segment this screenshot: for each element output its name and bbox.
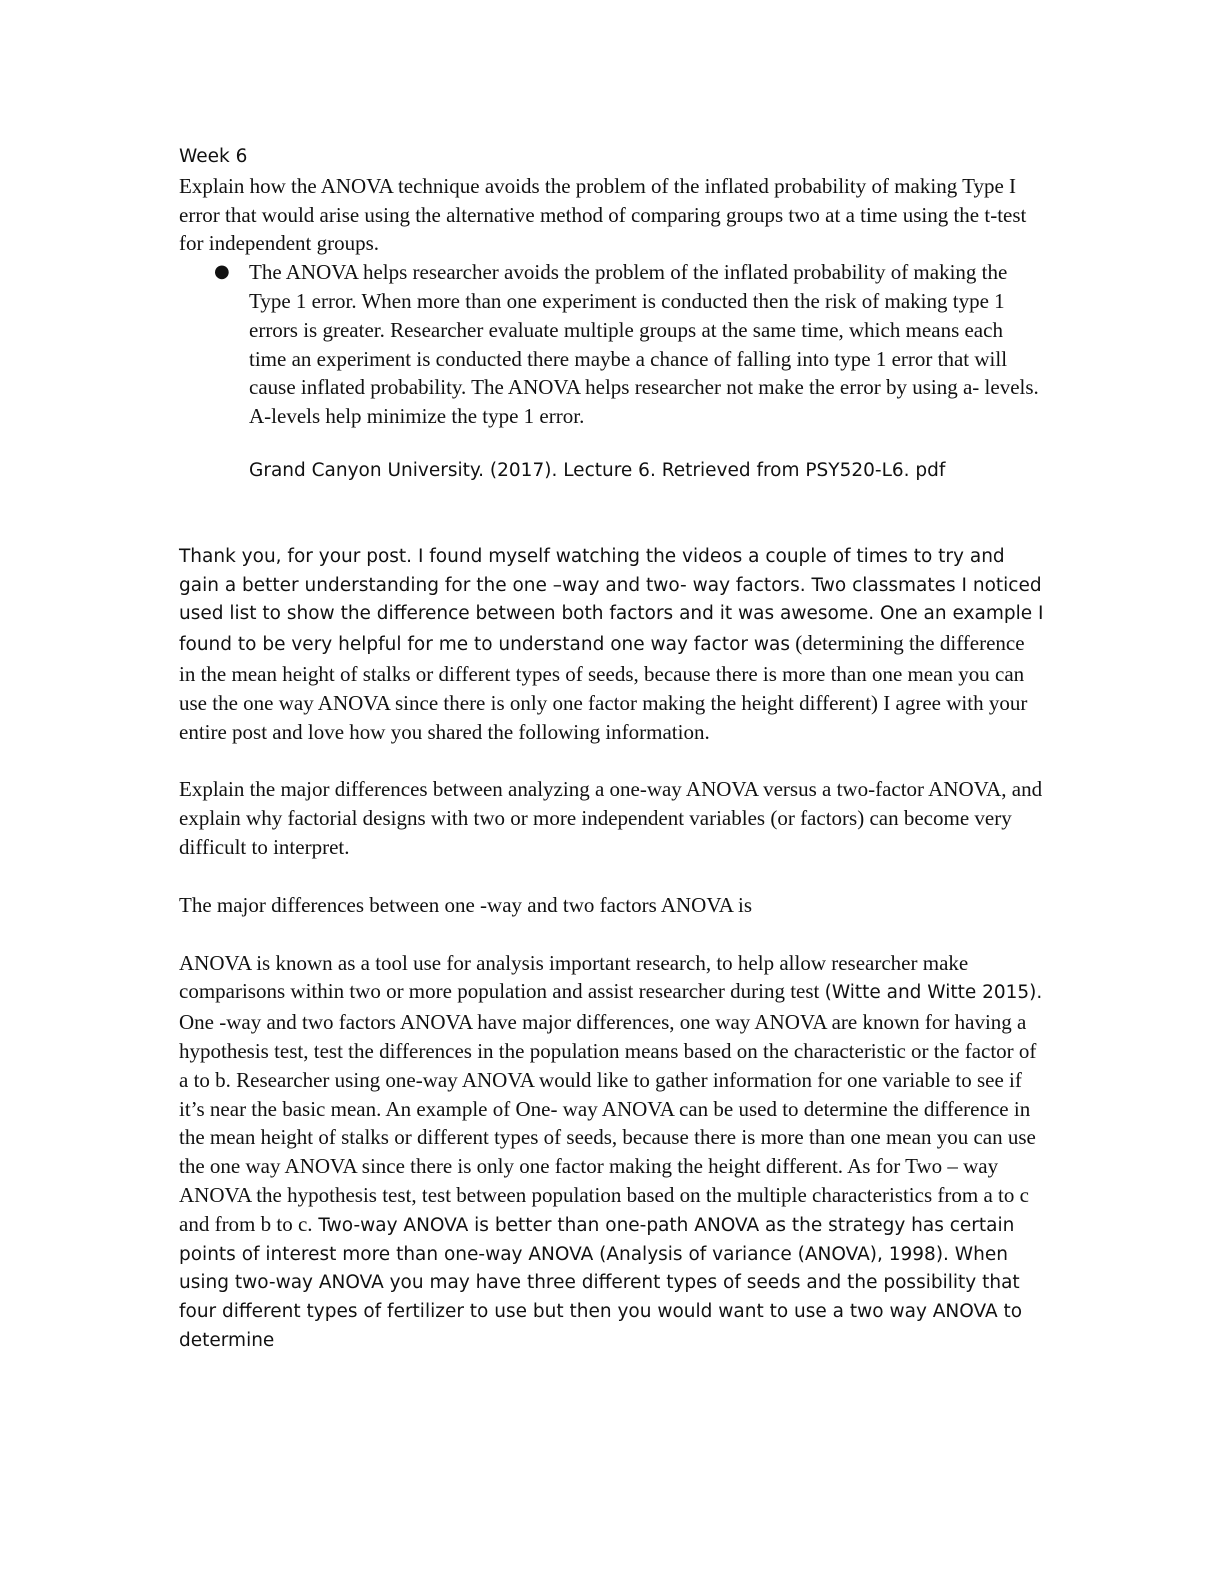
week-heading: Week 6 [179, 146, 248, 167]
reply-text-part2: (determining the difference in the mean height of stalks or different types of seeds, because there is more than one mean you can use the one way ANOVA since there is only one factor making the height different) I agree with your entire post and love how you shared the following information. [179, 631, 1028, 744]
document-body [179, 143, 1045, 1356]
question-2: Explain the major differences between analyzing a one-way ANOVA versus a two-factor ANOVA, and explain why factorial designs with two or more independent variables (or factors) can become very difficult to interpret. [179, 777, 1043, 859]
answer-2-intro: The major differences between one -way and two factors ANOVA is [179, 892, 753, 917]
bullet-icon: ● [214, 261, 230, 283]
answer-1-bullet [179, 258, 1045, 431]
reply-text-part1: Thank you, for your post. I found myself watching the videos a couple of times to try and gain a better understanding for the one –way and two- way factors. Two classmates I noticed used list to show the difference between both factors and it was awesome. One an example I found to be very helpful for me to understand one way factor was [179, 545, 1044, 656]
answer-2-citation: (Witte and Witte 2015). [824, 982, 1043, 1004]
answer-2-paragraph [179, 949, 1045, 1356]
answer-2-text-part4: Two-way ANOVA is better than one-path ANOVA as the strategy has certain points of interest more than one-way ANOVA (Analysis of variance (ANOVA), 1998). When using two-way ANOVA you may have three different types of seeds and the possibility that four different types of fertilizer to use but then you would want to use a two way ANOVA to determine [179, 1214, 1023, 1351]
answer-2-text-part3: One -way and two factors ANOVA have major differences, one way ANOVA are known for having a hypothesis test, test the differences in the population means based on the characteristic or the factor of a to b. Researcher using one-way ANOVA would like to gather information for one variable to see if it’s near the basic mean. An example of One- way ANOVA can be used to determine the difference in the mean height of stalks or different types of seeds, because there is more than one mean you can use the one way ANOVA since there is only one factor making the height different. As for Two – way ANOVA the hypothesis test, test between population based on the multiple characteristics from a to c and from b to c. [179, 1010, 1037, 1236]
reply-paragraph [179, 543, 1045, 747]
answer-1-list [179, 258, 1045, 431]
answer-2-text-part1: ANOVA is known as a tool use for analysis important research, to help allow researcher make comparisons within two or more population and assist researcher during test [179, 950, 969, 1004]
answer-1-text: The ANOVA helps researcher avoids the problem of the inflated probability of making the Type 1 error. When more than one experiment is conducted then the risk of making type 1 errors is greater. Researcher evaluate multiple groups at the same time, which means each time an experiment is conducted there maybe a chance of falling into type 1 error that will cause inflated probability. The ANOVA helps researcher not make the error by using a- levels. A-levels help minimize the type 1 error. [249, 260, 1039, 429]
citation: Grand Canyon University. (2017). Lecture 6. Retrieved from PSY520-L6. pdf [249, 459, 946, 481]
question-1: Explain how the ANOVA technique avoids the problem of the inflated probability of making Type I error that would arise using the alternative method of comparing groups two at a time using the t-test for independent groups. [179, 173, 1027, 256]
